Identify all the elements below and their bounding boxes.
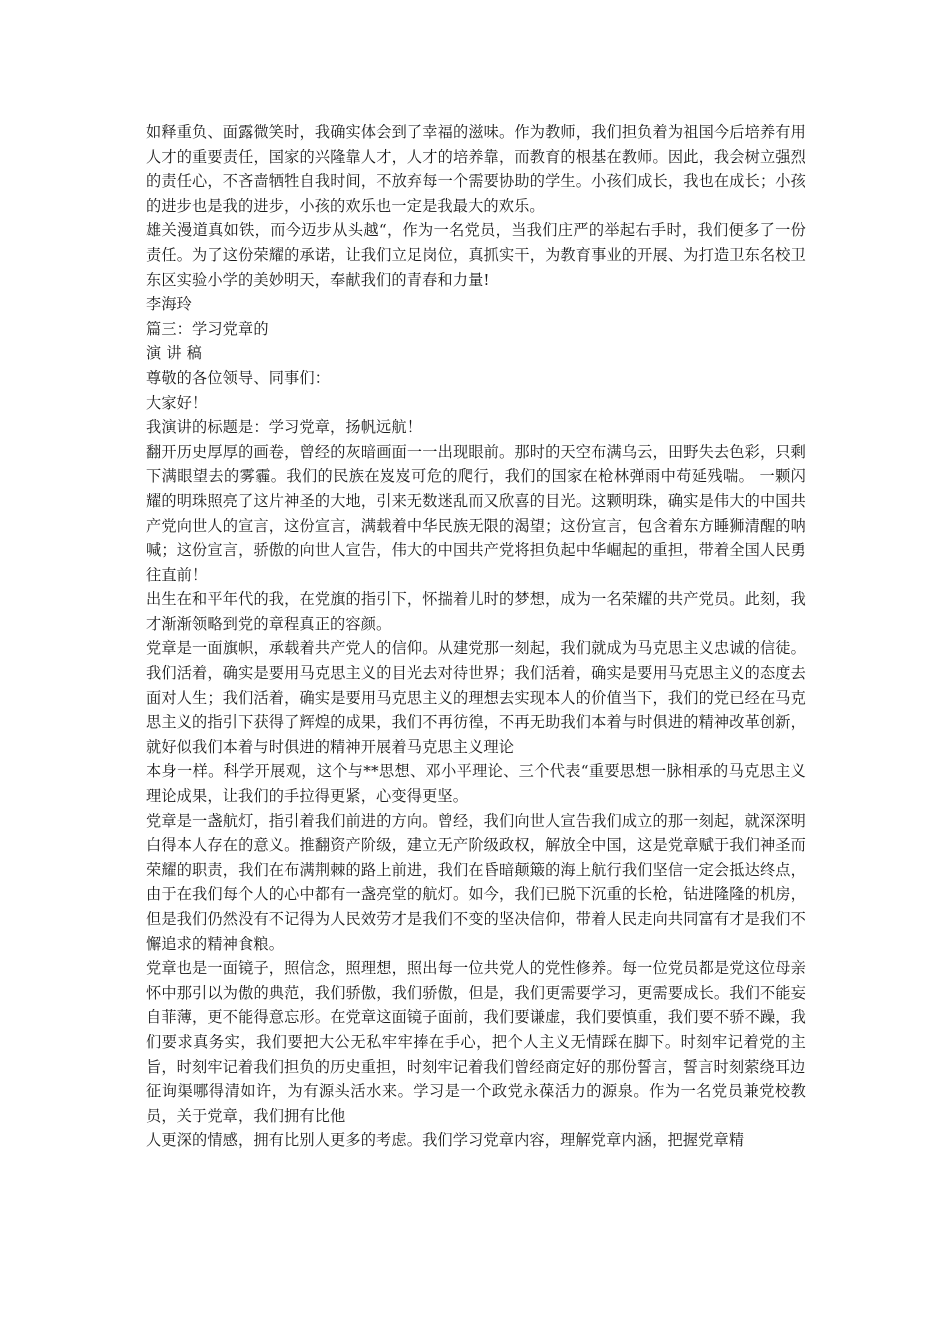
paragraph: 党章是一盏航灯，指引着我们前进的方向。曾经，我们向世人宣告我们成立的那一刻起，就深深明白得本人存在的意义。推翻资产阶级，建立无产阶级政权，解放全中国，这是党章赋于我们神圣而荣耀的职责，我们在布满荆棘的路上前进，我们在昏暗颠簸的海上航行我们坚信一定会抵达终点，由于在我们每个人的心中都有一盏亮堂的航灯。如今，我们已脱下沉重的长枪，钻进隆隆的机房，但是我们仍然没有不记得为人民效劳才是我们不变的坚决信仰，带着人民走向共同富有才是我们不懈追求的精神食粮。	[146, 811, 806, 953]
paragraph: 党章也是一面镜子，照信念，照理想，照出每一位共党人的党性修养。每一位党员都是党这位母亲怀中那引以为傲的典范，我们骄傲，我们骄傲，但是，我们更需要学习，更需要成长。我们不能妄自菲薄，更不能得意忘形。在党章这面镜子面前，我们要谦虚，我们要慎重，我们要不骄不躁，我们要求真务实，我们要把大公无私牢牢捧在手心，把个人主义无情踩在脚下。时刻牢记着党的主旨，时刻牢记着我们担负的历史重担，时刻牢记着我们曾经商定好的那份誓言，誓言时刻萦绕耳边	[146, 959, 806, 1076]
author-name: 李海玲	[146, 295, 193, 314]
paragraph: 征询渠哪得清如许，为有源头活水来。学习是一个政党永葆活力的源泉。作为一名党员兼党校教员，关于党章，我们拥有比他	[146, 1082, 806, 1125]
paragraph: 人更深的情感，拥有比别人更多的考虑。我们学习党章内容，理解党章内涵，把握党章精	[146, 1131, 745, 1150]
paragraph: 出生在和平年代的我，在党旗的指引下，怀揣着儿时的梦想，成为一名荣耀的共产党员。此刻，我才渐渐领略到党的章程真正的容颜。	[146, 590, 806, 633]
salutation: 尊敬的各位领导、同事们：	[146, 368, 331, 387]
paragraph: 本身一样。科学开展观，这个与**思想、邓小平理论、三个代表“重要思想一脉相承的马克思主义理论成果，让我们的手拉得更紧，心变得更坚。	[146, 762, 806, 806]
document-body	[146, 120, 806, 1153]
greeting: 大家好！	[146, 393, 208, 412]
speech-title-line: 我演讲的标题是：学习党章，扬帆远航！	[146, 418, 423, 437]
section-subheading: 演 讲 稿	[146, 344, 202, 363]
paragraph: 党章是一面旗帜，承载着共产党人的信仰。从建党那一刻起，我们就成为马克思主义忠诚的信徒。我们活着，确实是要用马克思主义的目光去对待世界；我们活着，确实是要用马克思主义的态度去面对人生；我们活着，确实是要用马克思主义的理想去实现本人的价值当下，我们的党已经在马克思主义的指引下获得了辉煌的成果，我们不再彷徨，不再无助我们本着与时俱进的精神改革创新，就好似我们本着与时俱进的精神开展着马克思主义理论	[146, 639, 806, 756]
section-heading: 篇三：学习党章的	[146, 319, 269, 338]
paragraph: 雄关漫道真如铁，而今迈步从头越“，作为一名党员，当我们庄严的举起右手时，我们便多了一份责任。为了这份荣耀的承诺，让我们立足岗位，真抓实干，为教育事业的开展、为打造卫东名校卫东区实验小学的美妙明天，奉献我们的青春和力量!	[146, 221, 806, 289]
paragraph: 翻开历史厚厚的画卷，曾经的灰暗画面一一出现眼前。那时的天空布满乌云，田野失去色彩，只剩下满眼望去的雾霾。我们的民族在岌岌可危的爬行，我们的国家在枪林弹雨中苟延残喘。 一颗闪耀的明珠照亮了这片神圣的大地，引来无数迷乱而又欣喜的目光。这颗明珠，确实是伟大的中国共产党向世人的宣言，这份宣言，满载着中华民族无限的渴望；这份宣言，包含着东方睡狮清醒的呐喊；这份宣言，骄傲的向世人宣告，伟大的中国共产党将担负起中华崛起的重担，带着全国人民勇往直前！	[146, 442, 806, 584]
paragraph: 如释重负、面露微笑时，我确实体会到了幸福的滋味。作为教师，我们担负着为祖国今后培养有用人才的重要责任，国家的兴隆靠人才，人才的培养靠，而教育的根基在教师。因此，我会树立强烈的责任心，不吝啬牺牲自我时间，不放弃每一个需要协助的学生。小孩们成长，我也在成长；小孩的进步也是我的进步，小孩的欢乐也一定是我最大的欢乐。	[146, 123, 806, 215]
